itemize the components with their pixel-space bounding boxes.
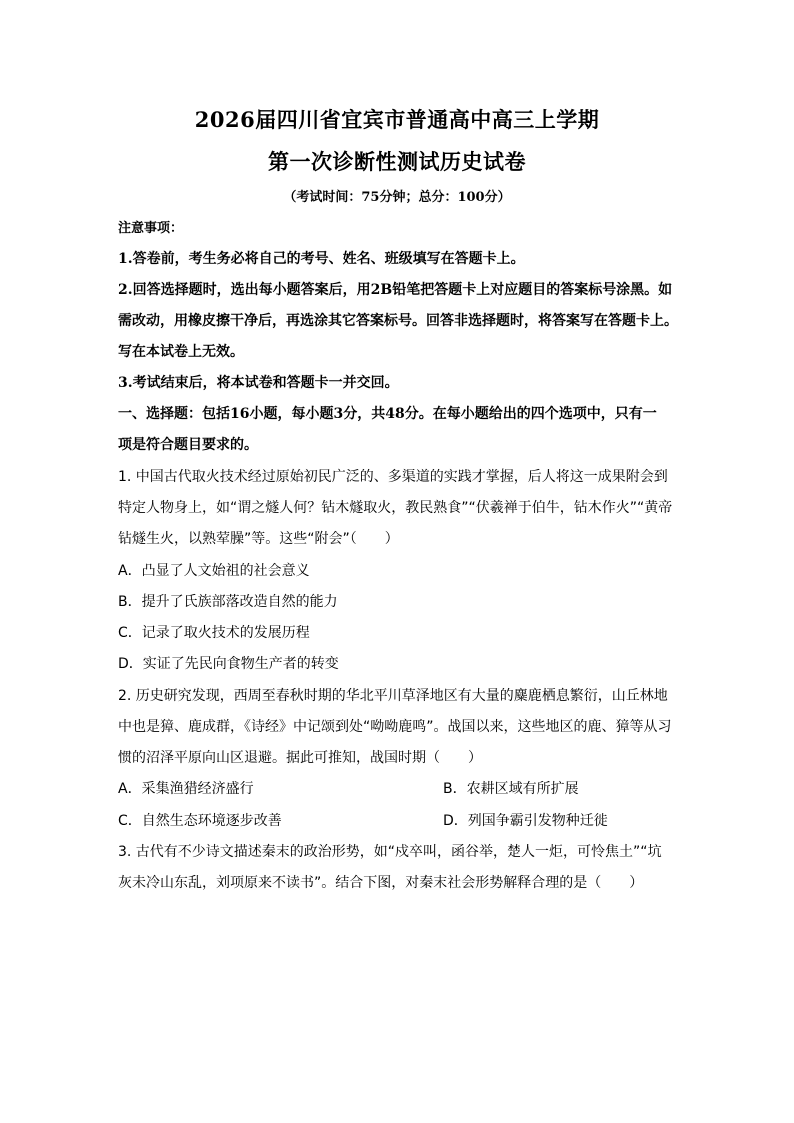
exam-info: （考试时间：75分钟；总分：100分）	[283, 190, 511, 205]
section-heading-line-1: 一、选择题：包括16小题，每小题3分，共48分。在每小题给出的四个选项中，只有一	[118, 406, 657, 422]
question-1-option-b: B．提升了氏族部落改造自然的能力	[118, 594, 338, 610]
notice-item-3: 3.考试结束后，将本试卷和答题卡一并交回。	[118, 375, 399, 391]
question-2-option-b: B．农耕区域有所扩展	[443, 781, 579, 797]
page-title: 2026届四川省宜宾市普通高中高三上学期	[194, 107, 600, 132]
question-3-line-1: 3. 古代有不少诗文描述秦末的政治形势，如“戍卒叫，函谷举，楚人一炬，可怜焦土”“坑	[118, 844, 662, 860]
notice-item-2-line-3: 写在本试卷上无效。	[118, 344, 244, 360]
question-3-line-2: 灰未冷山东乱，刘项原来不读书”。结合下图，对秦末社会形势解释合理的是（ ）	[118, 875, 644, 891]
question-2-line-1: 2. 历史研究发现，西周至春秋时期的华北平川草泽地区有大量的麋鹿栖息繁衍，山丘林地	[118, 688, 668, 704]
question-1-option-d: D．实证了先民向食物生产者的转变	[118, 656, 339, 672]
question-1-line-2: 特定人物身上，如“谓之燧人何？钻木燧取火，教民熟食”“伏羲禅于伯牛，钻木作火”“黄帝	[118, 500, 673, 516]
notice-item-1: 1.答卷前，考生务必将自己的考号、姓名、班级填写在答题卡上。	[118, 251, 525, 267]
question-1-option-c: C．记录了取火技术的发展历程	[118, 625, 310, 641]
notice-item-2-line-2: 需改动，用橡皮擦干净后，再选涂其它答案标号。回答非选择题时，将答案写在答题卡上。	[118, 313, 678, 329]
question-2-line-2: 中也是獐、鹿成群，《诗经》中记颂到处“呦呦鹿鸣”。战国以来，这些地区的鹿、獐等从习	[118, 719, 672, 735]
notice-heading: 注意事项：	[118, 221, 184, 236]
question-1-option-a: A．凸显了人文始祖的社会意义	[118, 563, 310, 579]
question-1-line-1: 1. 中国古代取火技术经过原始初民广泛的、多渠道的实践才掌握，后人将这一成果附会到	[118, 469, 668, 485]
question-2-option-d: D．列国争霸引发物种迁徙	[443, 813, 608, 829]
question-2-line-3: 惯的沼泽平原向山区退避。据此可推知，战国时期（ ）	[118, 750, 482, 766]
question-1-line-3: 钻燧生火，以熟荤臊”等。这些“附会”（ ）	[118, 531, 399, 547]
section-heading-line-2: 项是符合题目要求的。	[118, 437, 258, 453]
question-2-option-a: A．采集渔猎经济盛行	[118, 781, 254, 797]
question-2-option-c: C．自然生态环境逐步改善	[118, 813, 282, 829]
notice-item-2-line-1: 2.回答选择题时，选出每小题答案后，用2B铅笔把答题卡上对应题目的答案标号涂黑。如	[118, 282, 673, 298]
page-subtitle: 第一次诊断性测试历史试卷	[268, 149, 526, 174]
